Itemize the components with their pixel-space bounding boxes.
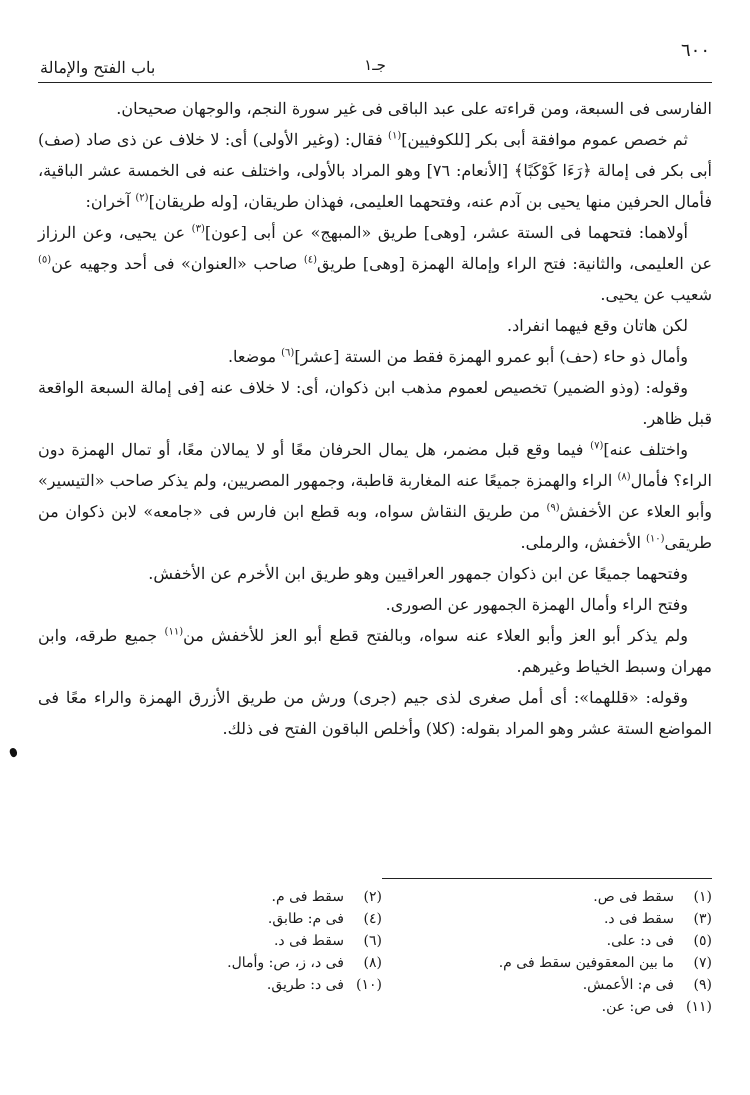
footnote-text: سقط فى ص.	[593, 889, 674, 905]
footnote-ref: (١٠)	[645, 533, 665, 545]
main-text	[38, 93, 712, 744]
footnote-number: (٣)	[693, 911, 712, 927]
paragraph	[38, 434, 712, 558]
paragraph	[38, 124, 712, 217]
footnote-number: (٦)	[363, 933, 382, 949]
footnote-number: (٨)	[363, 955, 382, 971]
ink-mark	[8, 747, 18, 758]
footnote-text: فى د: على.	[606, 933, 674, 949]
footnote-number: (١)	[693, 889, 712, 905]
chapter-title: باب الفتح والإمالة	[40, 58, 156, 77]
footnote-number: (٥)	[693, 933, 712, 949]
text-run: الراء والهمزة جميعًا عنه المغاربة قاطبة، وجمهور المصريين، ولم يذكر صاحب «التيسير» وأبو العلاء عن الأخفش	[38, 471, 713, 521]
footnote	[412, 886, 712, 908]
footnote-ref: (٨)	[617, 471, 631, 483]
text-run: عن يحيى، وعن الرزاز عن العليمى، والثانية: فتح الراء وإمالة الهمزة [وهى] طريق	[38, 223, 712, 273]
footnote-ref: (٩)	[546, 502, 560, 514]
footnote-number: (١١)	[686, 999, 712, 1015]
footnote-number: (٤)	[363, 911, 382, 927]
footnote-separator	[382, 878, 712, 879]
footnote-ref: (٢)	[135, 192, 149, 204]
footnote	[82, 974, 382, 996]
paragraph: وقوله: (وذو الضمير) تخصيص لعموم مذهب ابن ذكوان، أى: لا خلاف عنه [فى إمالة السبعة الواقعة قبل ظاهر.	[38, 378, 712, 428]
paragraph: وفتح الراء وأمال الهمزة الجمهور عن الصورى.	[385, 595, 688, 614]
footnote-ref: (٧)	[590, 440, 604, 452]
footnotes-right-column	[412, 886, 712, 1018]
footnote-ref: (٦)	[281, 347, 295, 359]
text-run: موضعا.	[227, 347, 282, 366]
paragraph: الفارسى فى السبعة، ومن قراءته على عبد الباقى فى غير سورة النجم، والوجهان صحيحان.	[116, 99, 712, 118]
paragraph	[38, 217, 712, 310]
footnote	[412, 996, 712, 1018]
footnote-text: فى د: طريق.	[266, 977, 344, 993]
text-run: أولاهما: فتحهما فى الستة عشر، [وهى] طريق «المبهج» عن أبى [عون]	[204, 223, 688, 242]
text-run: آخران:	[85, 192, 136, 211]
footnote-text: ما بين المعقوفين سقط فى م.	[498, 955, 674, 971]
running-header	[38, 30, 712, 83]
paragraph: لكن هاتان وقع فيهما انفراد.	[507, 316, 688, 335]
footnotes-left-column	[82, 886, 382, 996]
paragraph	[38, 620, 712, 682]
footnote	[82, 908, 382, 930]
text-run: من طريق النقاش سواه، وبه قطع ابن فارس فى «جامعه» لابن ذكوان من طريقى	[38, 502, 712, 552]
page-number: ٦٠٠	[680, 40, 710, 61]
footnote	[412, 952, 712, 974]
book-page	[38, 30, 712, 1080]
paragraph: وقوله: «قللهما»: أى أمل صغرى لذى جيم (جرى) ورش من طريق الأزرق الهمزة والراء معًا فى المواضع الستة عشر وهو المراد بقوله: (كلا) وأخلص الباقون الفتح فى ذلك.	[38, 688, 712, 738]
footnote-number: (٧)	[693, 955, 712, 971]
footnote-ref: (٥)	[38, 254, 52, 266]
footnote-text: سقط فى م.	[271, 889, 344, 905]
text-run: شعيب عن يحيى.	[600, 285, 712, 304]
footnote	[412, 974, 712, 996]
paragraph: وفتحهما جميعًا عن ابن ذكوان جمهور العراقيين وهو طريق ابن الأخرم عن الأخفش.	[148, 564, 688, 583]
footnote	[82, 930, 382, 952]
text-run: صاحب «العنوان» فى أحد وجهيه عن	[51, 254, 304, 273]
footnote	[82, 886, 382, 908]
footnote-text: فى م: الأعمش.	[582, 977, 674, 993]
footnote-text: سقط فى د.	[603, 911, 674, 927]
text-run: ثم خصص عموم موافقة أبى بكر [للكوفيين]	[401, 130, 688, 149]
footnote-number: (٩)	[693, 977, 712, 993]
volume-label: جـ١	[364, 56, 386, 74]
text-run: وأمال ذو حاء (حف) أبو عمرو الهمزة فقط من الستة [عشر]	[294, 347, 688, 366]
footnote-ref: (٣)	[191, 223, 205, 235]
footnote-text: فى د، ز، ص: وأمال.	[227, 955, 344, 971]
footnote	[412, 908, 712, 930]
footnote-ref: (١١)	[164, 626, 184, 638]
text-run: فيما وقع قبل مضمر، هل يمال الحرفان معًا أو لا يمالان معًا، أو تمال الهمزة دون الراء؟ فأمال	[38, 440, 712, 490]
footnote-number: (١٠)	[356, 977, 382, 993]
footnote-ref: (٤)	[303, 254, 318, 266]
text-run: فقال: (وغير الأولى) أى: لا خلاف عن ذى صاد (صف) أبى بكر فى إمالة ﴿رَءَا كَوْكَبًا﴾ [الأنعام: ٧٦] وهو المراد بالأولى، واختلف عنه فى الخمسة عشر الباقية، فأمال الحرفين منها يحيى بن آدم عنه، وفتحهما العليمى، فهذان طريقان، [وله طريقان]	[38, 130, 713, 211]
footnote-number: (٢)	[363, 889, 382, 905]
footnote-ref: (١)	[388, 130, 402, 142]
paragraph	[38, 341, 712, 372]
footnote	[412, 930, 712, 952]
footnote-text: فى م: طابق.	[267, 911, 344, 927]
text-run: جميع طرقه، وابن مهران وسبط الخياط وغيرهم.	[38, 626, 712, 676]
footnote	[82, 952, 382, 974]
footnote-text: سقط فى د.	[273, 933, 344, 949]
text-run: الأخفش، والرملى.	[520, 533, 646, 552]
footnote-text: فى ص: عن.	[601, 999, 674, 1015]
text-run: ولم يذكر أبو العز وأبو العلاء عنه سواه، وبالفتح قطع أبو العز للأخفش من	[183, 626, 688, 645]
text-run: واختلف عنه]	[603, 440, 689, 459]
